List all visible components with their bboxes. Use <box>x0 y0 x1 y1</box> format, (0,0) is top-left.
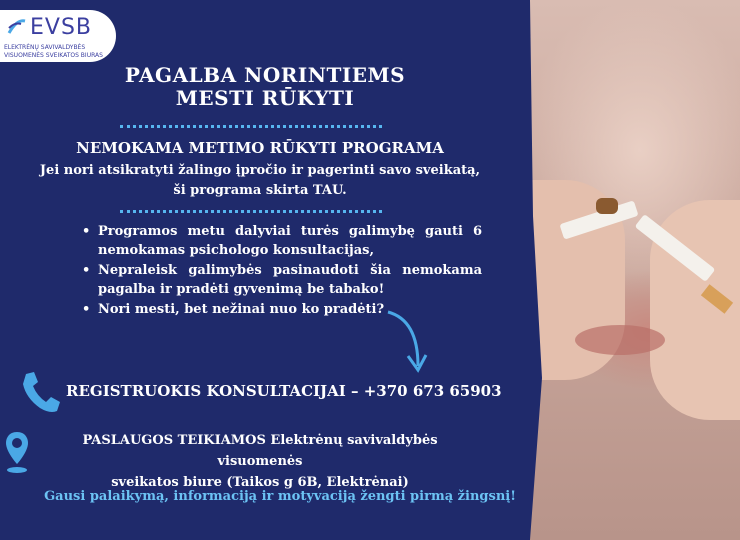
motto: Gausi palaikymą, informaciją ir motyvaciją žengti pirmą žingsnį! <box>44 489 516 504</box>
dotted-divider-top <box>120 125 382 128</box>
dotted-divider-bottom <box>120 210 382 213</box>
tobacco <box>596 198 618 214</box>
curved-arrow-icon <box>380 306 430 378</box>
logo-subtitle-line2: VISUOMENĖS SVEIKATOS BIURAS <box>4 52 103 59</box>
title-line2: MESTI RŪKYTI <box>175 86 355 110</box>
evsb-logo-icon <box>6 16 28 38</box>
intro-line2: ši programa skirta TAU. <box>173 183 347 198</box>
logo-name: EVSB <box>30 15 93 40</box>
registration-phone: REGISTRUOKIS KONSULTACIJAI – +370 673 65903 <box>66 382 502 400</box>
title-line1: PAGALBA NORINTIEMS <box>124 63 406 87</box>
services-line1: PASLAUGOS TEIKIAMOS Elektrėnų savivaldybės visuomenės <box>82 433 438 469</box>
list-item: • Programos metu dalyviai turės galimybę gauti 6 nemokamas psichologo konsultacijas, <box>82 222 482 260</box>
phone-icon <box>20 370 60 414</box>
intro-text <box>30 161 490 201</box>
page-title <box>110 64 420 110</box>
location-pin-icon <box>4 430 30 474</box>
intro-line1: Jei nori atsikratyti žalingo įpročio ir pagerinti savo sveikatą, <box>39 163 481 178</box>
smoking-photo <box>530 0 740 540</box>
program-subtitle: NEMOKAMA METIMO RŪKYTI PROGRAMA <box>76 139 444 157</box>
lips <box>575 325 665 355</box>
service-location <box>40 430 480 493</box>
services-line2: sveikatos biure (Taikos g 6B, Elektrėnai) <box>111 475 409 490</box>
evsb-logo <box>0 10 116 62</box>
list-item: • Nori mesti, bet nežinai nuo ko pradėti? <box>82 300 482 319</box>
logo-subtitle-line1: ELEKTRĖNŲ SAVIVALDYBĖS <box>4 44 86 51</box>
list-item: • Nepraleisk galimybės pasinaudoti šia nemokama pagalba ir pradėti gyvenimą be tabako! <box>82 261 482 299</box>
